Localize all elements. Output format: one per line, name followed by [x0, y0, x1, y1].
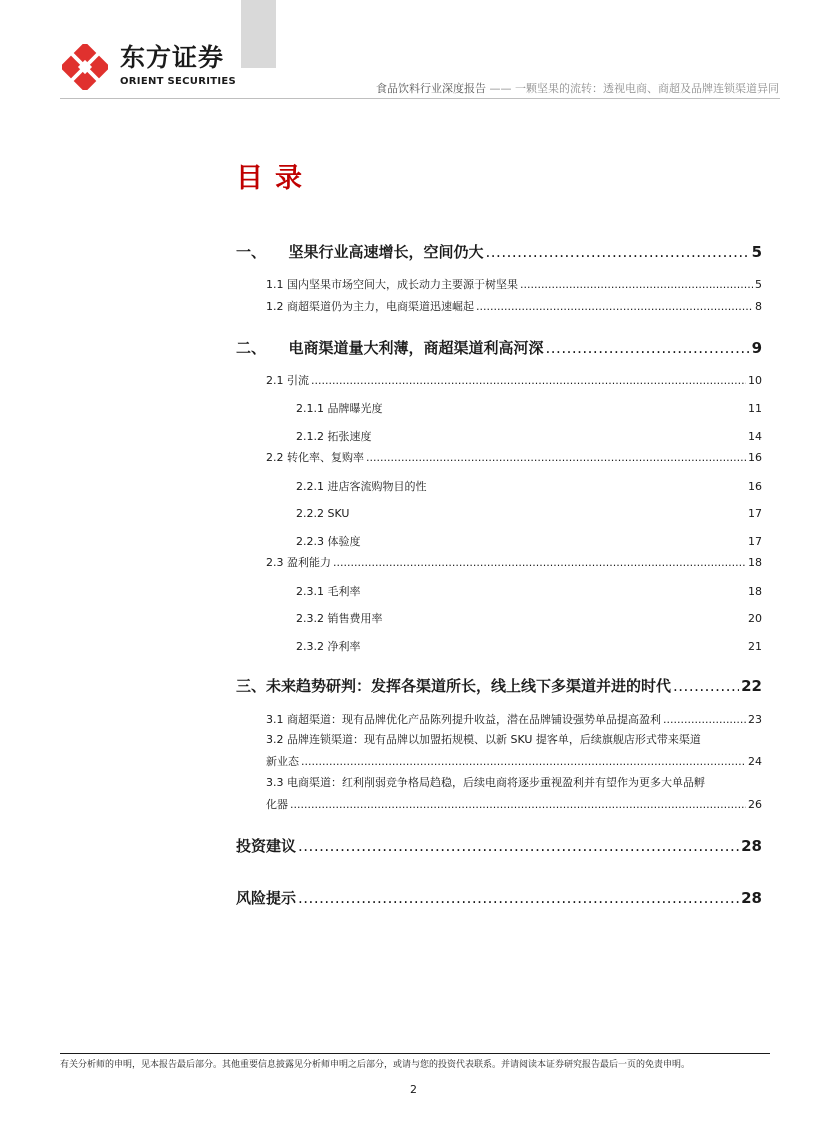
logo-english-name: ORIENT SECURITIES	[120, 76, 237, 87]
toc-page: 23	[748, 713, 762, 726]
toc-title: 目录	[236, 163, 314, 194]
toc-entry-label: 2.1.1 品牌曝光度	[296, 402, 383, 415]
toc-entry-3-3-line1[interactable]: 3.3 电商渠道：红利削弱竞争格局趋稳，后续电商将逐步重视盈利并有望作为更多大单品孵	[266, 776, 705, 789]
toc-page: 9	[751, 339, 762, 357]
footer-divider	[60, 1053, 770, 1054]
toc-leader	[546, 338, 750, 358]
toc-entry-2[interactable]	[236, 338, 762, 358]
toc-entry-label: 2.3.2 净利率	[296, 640, 361, 653]
toc-leader	[476, 299, 753, 314]
toc-entry-1-2[interactable]	[266, 299, 762, 314]
toc-entry-label: 2.2 转化率、复购率	[266, 451, 364, 464]
toc-page: 16	[748, 480, 762, 493]
toc-leader	[301, 754, 746, 769]
toc-leader	[486, 242, 750, 262]
toc-page: 16	[748, 451, 762, 464]
toc-page: 11	[748, 402, 762, 415]
toc-page: 18	[748, 556, 762, 569]
toc-leader	[290, 797, 746, 812]
toc-leader	[520, 277, 753, 292]
toc-entry-2-2-2[interactable]	[296, 506, 762, 521]
toc-page: 24	[748, 755, 762, 768]
toc-entry-3-2-line2[interactable]	[266, 754, 762, 769]
toc-entry-3-2-line1[interactable]: 3.2 品牌连锁渠道：现有品牌以加盟拓规模、以新 SKU 提客单，后续旗舰店形式带来渠道	[266, 733, 701, 746]
toc-page: 26	[748, 798, 762, 811]
toc-page: 17	[748, 535, 762, 548]
header-accent-bar	[241, 0, 276, 68]
toc-entry-2-2-1[interactable]	[296, 479, 762, 494]
toc-entry-2-3-3[interactable]	[296, 639, 762, 654]
toc-entry-2-1[interactable]	[266, 373, 762, 388]
toc-entry-2-3-2[interactable]	[296, 611, 762, 626]
toc-leader	[311, 373, 746, 388]
toc-entry-label: 一、 坚果行业高速增长，空间仍大	[236, 243, 484, 261]
toc-entry-label: 风险提示	[236, 889, 297, 907]
toc-leader	[366, 450, 746, 465]
toc-entry-2-3-1[interactable]	[296, 584, 762, 599]
toc-entry-label: 投资建议	[236, 837, 297, 855]
toc-entry-2-1-2[interactable]	[296, 429, 762, 444]
logo-chinese-name: 东方证券	[120, 43, 225, 72]
toc-page: 18	[748, 585, 762, 598]
report-type: 食品饮料行业深度报告	[376, 82, 486, 95]
toc-entry-2-2[interactable]	[266, 450, 762, 465]
report-header-title	[376, 82, 779, 96]
toc-page: 28	[741, 889, 762, 907]
toc-entry-3[interactable]	[236, 676, 762, 696]
toc-entry-label: 2.2.3 体验度	[296, 535, 361, 548]
toc-page: 8	[755, 300, 762, 313]
toc-entry-label: 2.3.1 毛利率	[296, 585, 361, 598]
toc-entry-2-3[interactable]	[266, 555, 762, 570]
footer-disclaimer: 有关分析师的申明，见本报告最后部分。其他重要信息披露见分析师申明之后部分，或请与您的投资代表联系。并请阅读本证券研究报告最后一页的免责申明。	[60, 1060, 691, 1070]
toc-entry-label: 2.1.2 拓张速度	[296, 430, 372, 443]
toc-page: 14	[748, 430, 762, 443]
toc-entry-3-1[interactable]	[266, 712, 762, 727]
toc-entry-risk-warning[interactable]	[236, 888, 762, 908]
toc-entry-1-1[interactable]	[266, 277, 762, 292]
report-subtitle: —— 一颗坚果的流转：透视电商、商超及品牌连锁渠道异同	[486, 82, 779, 95]
toc-page: 28	[741, 837, 762, 855]
toc-page: 10	[748, 374, 762, 387]
toc-entry-1[interactable]	[236, 242, 762, 262]
toc-leader	[333, 555, 746, 570]
toc-entry-label: 化器	[266, 798, 288, 811]
toc-entry-investment-advice[interactable]	[236, 836, 762, 856]
toc-page: 5	[755, 278, 762, 291]
toc-page: 21	[748, 640, 762, 653]
page-number: 2	[410, 1083, 417, 1096]
toc-entry-label: 2.3.2 销售费用率	[296, 612, 383, 625]
toc-entry-label: 1.2 商超渠道仍为主力，电商渠道迅速崛起	[266, 300, 474, 313]
toc-entry-label: 3.1 商超渠道：现有品牌优化产品陈列提升收益，潜在品牌铺设强势单品提高盈利	[266, 713, 661, 726]
toc-entry-3-3-line2[interactable]	[266, 797, 762, 812]
toc-leader	[663, 712, 746, 727]
toc-entry-label: 二、 电商渠道量大利薄，商超渠道利高河深	[236, 339, 544, 357]
toc-leader	[673, 676, 739, 696]
toc-entry-label: 2.2.1 进店客流购物目的性	[296, 480, 427, 493]
toc-entry-2-2-3[interactable]	[296, 534, 762, 549]
toc-entry-label: 2.3 盈利能力	[266, 556, 331, 569]
toc-entry-label: 2.2.2 SKU	[296, 507, 350, 520]
orient-securities-logo-icon	[62, 44, 108, 90]
toc-entry-label: 三、未来趋势研判：发挥各渠道所长，线上线下多渠道并进的时代	[236, 677, 672, 695]
toc-leader	[298, 836, 739, 856]
toc-entry-label: 1.1 国内坚果市场空间大，成长动力主要源于树坚果	[266, 278, 518, 291]
toc-leader	[298, 888, 739, 908]
header-divider	[60, 98, 780, 99]
toc-entry-2-1-1[interactable]	[296, 401, 762, 416]
toc-page: 5	[751, 243, 762, 261]
toc-page: 22	[741, 677, 762, 695]
toc-entry-label: 2.1 引流	[266, 374, 309, 387]
toc-page: 17	[748, 507, 762, 520]
toc-page: 20	[748, 612, 762, 625]
toc-entry-label: 新业态	[266, 755, 299, 768]
